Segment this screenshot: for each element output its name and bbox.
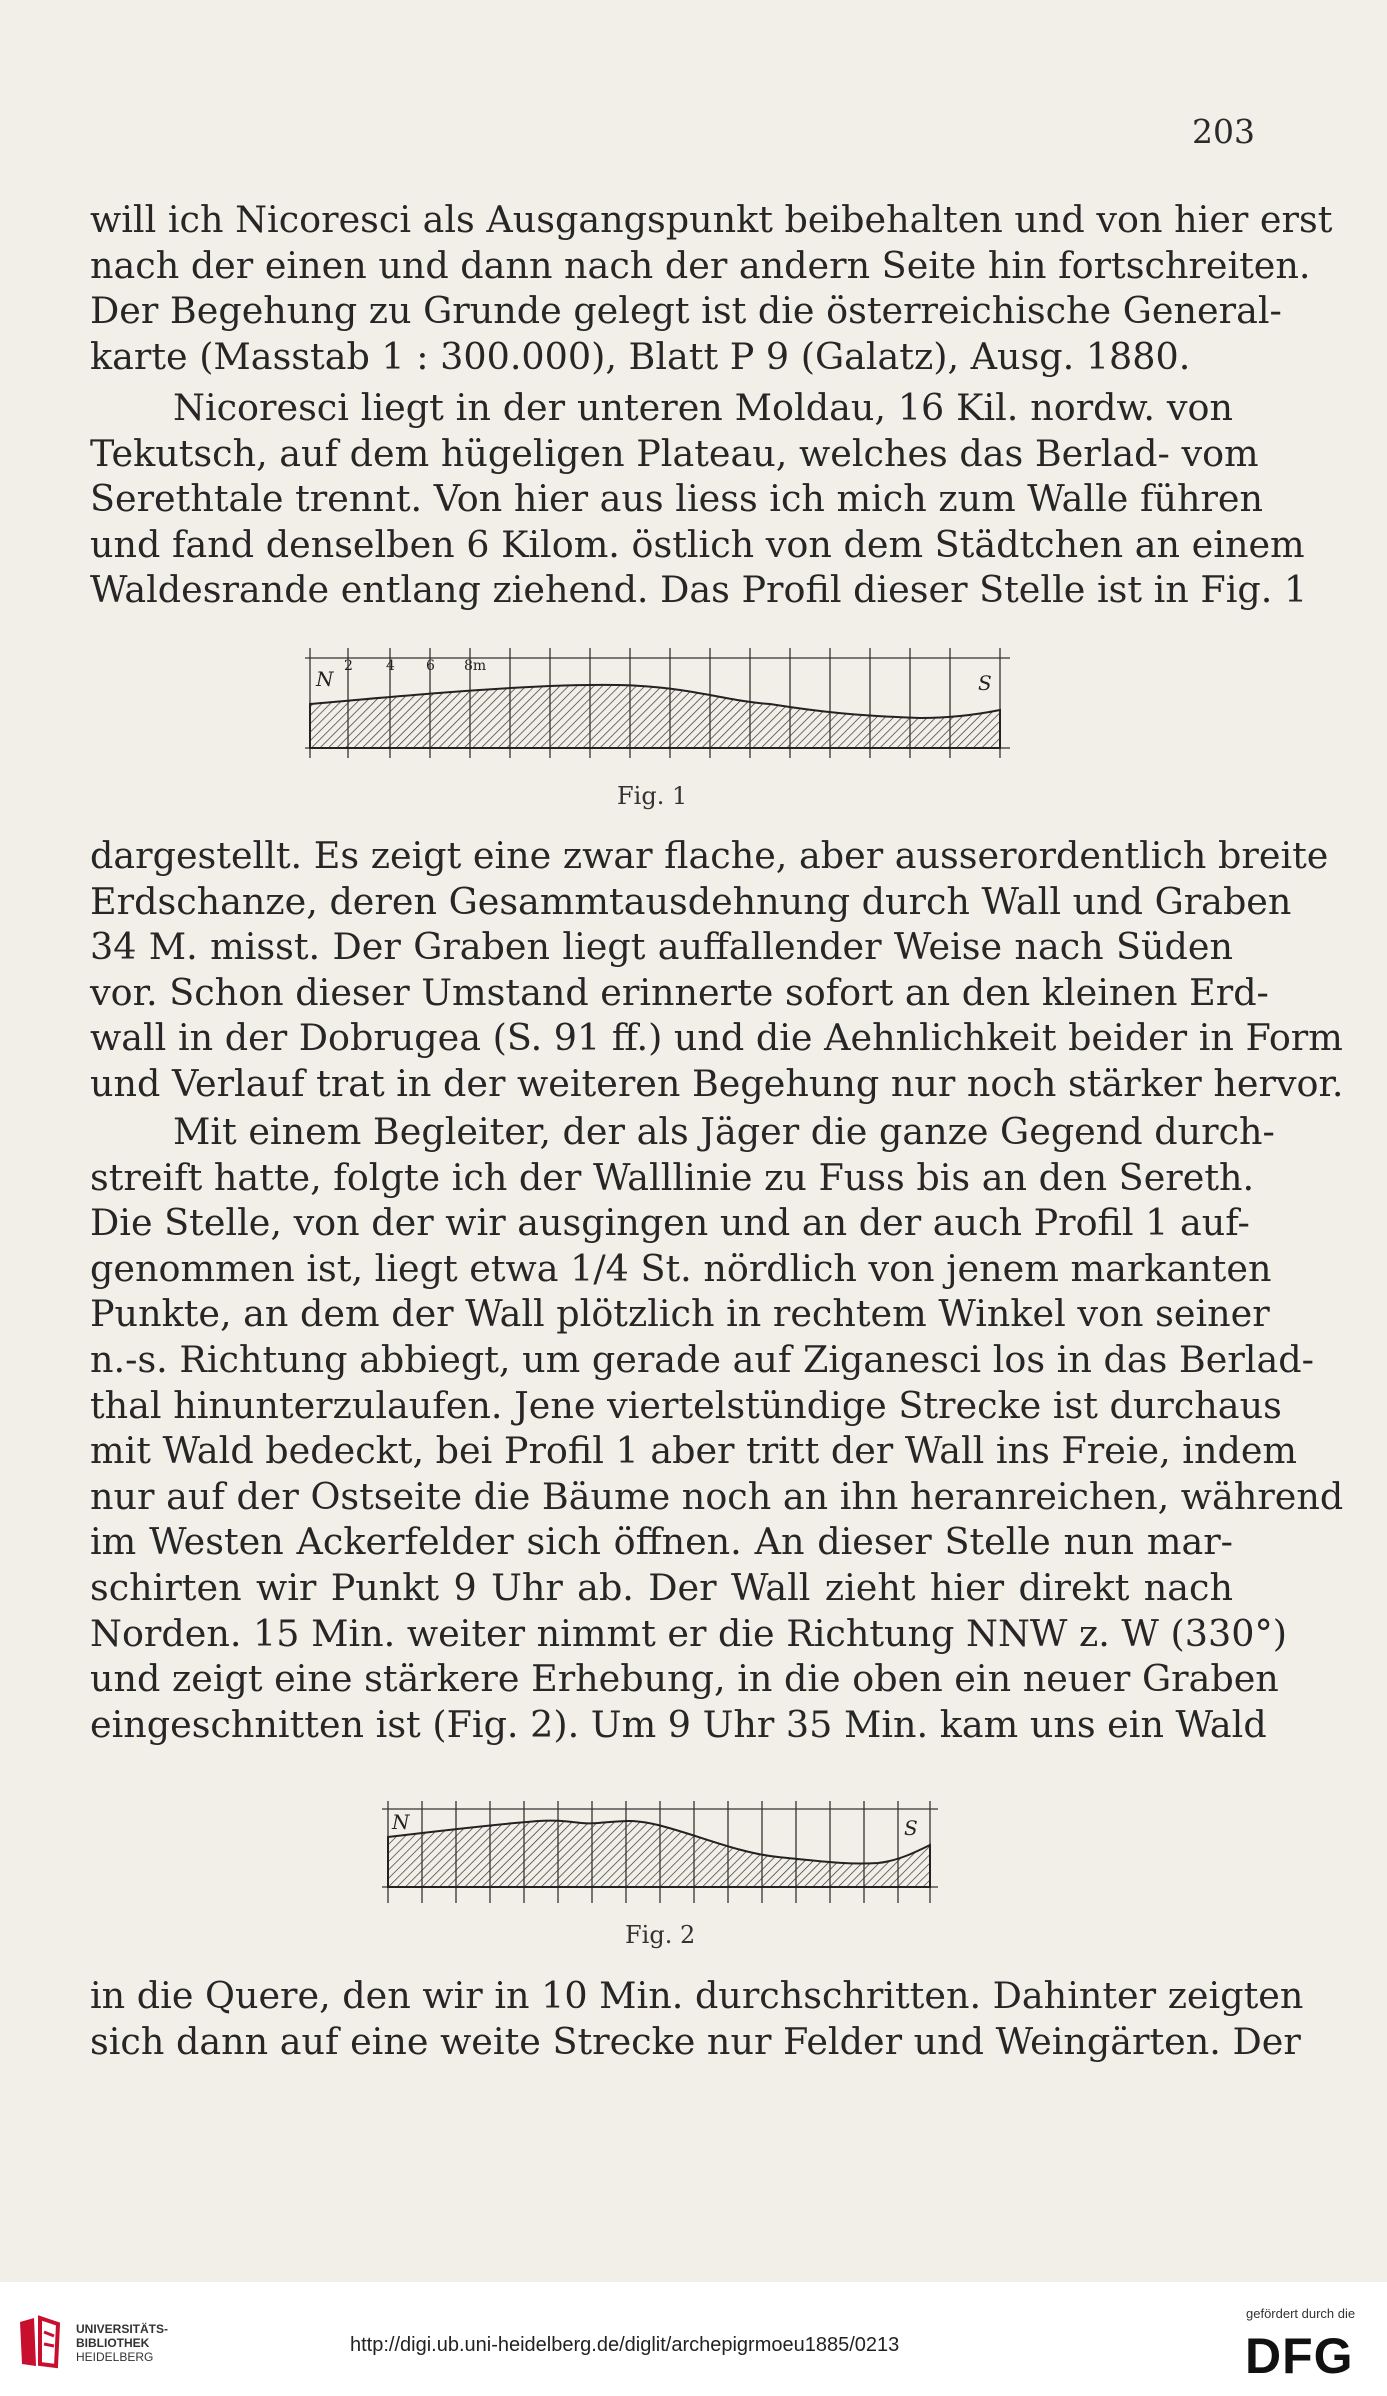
text-line: Waldesrande entlang ziehend. Das Profil dieser Stelle ist in Fig. 1 (90, 568, 1308, 612)
text-line: Erdschanze, deren Gesammtausdehnung durch Wall und Graben (90, 879, 1292, 923)
text-line: Tekutsch, auf dem hügeligen Plateau, welches das Berlad- vom (90, 431, 1259, 475)
figure-1-caption: Fig. 1 (617, 782, 688, 810)
paragraph-4 (90, 1109, 1344, 1747)
text-line: Der Begehung zu Grunde gelegt ist die österreichische General- (90, 289, 1282, 333)
library-name (76, 2322, 168, 2364)
text-line: n.-s. Richtung abbiegt, um gerade auf Ziganesci los in das Berlad- (90, 1337, 1314, 1381)
text-line: Mit einem Begleiter, der als Jäger die ganze Gegend durch- (173, 1110, 1275, 1153)
text-line: Serethtale trennt. Von hier aus liess ich mich zum Walle führen (90, 477, 1264, 521)
text-line: dargestellt. Es zeigt eine zwar flache, aber ausserordentlich breite (90, 834, 1329, 877)
text-line: nach der einen und dann nach der andern Seite hin fortschreiten. (90, 243, 1311, 287)
south-label: S (978, 671, 992, 695)
text-line: karte (Masstab 1 : 300.000), Blatt P 9 (Galatz), Ausg. 1880. (90, 334, 1191, 378)
text-line: und fand denselben 6 Kilom. östlich von dem Städtchen an einem (90, 522, 1305, 566)
paragraph-1 (90, 197, 1333, 379)
scale-label: 8m (464, 658, 487, 674)
text-line: eingeschnitten ist (Fig. 2). Um 9 Uhr 35 Min. kam uns ein Wald (90, 1702, 1267, 1746)
funding-note: gefördert durch die (1246, 2306, 1356, 2321)
text-line: thal hinunterzulaufen. Jene viertelstündige Strecke ist durchaus (90, 1383, 1282, 1427)
page-number: 203 (1192, 112, 1255, 151)
scale-label: 2 (344, 658, 353, 674)
paragraph-2 (90, 385, 1308, 613)
earthwork-profile (310, 685, 1000, 748)
figure-2-caption: Fig. 2 (625, 1921, 696, 1949)
text-line: schirten wir Punkt 9 Uhr ab. Der Wall zieht hier direkt nach (90, 1565, 1233, 1609)
scale-label: 6 (426, 658, 435, 674)
text-line: mit Wald bedeckt, bei Profil 1 aber tritt der Wall ins Freie, indem (90, 1429, 1298, 1473)
earthwork-profile (388, 1821, 930, 1887)
scale-label: 4 (386, 658, 395, 674)
text-line: streift hatte, folgte ich der Walllinie zu Fuss bis an den Sereth. (90, 1155, 1255, 1199)
text-line: und zeigt eine stärkere Erhebung, in die oben ein neuer Graben (90, 1657, 1279, 1701)
text-line: Die Stelle, von der wir ausgingen und an der auch Profil 1 auf- (90, 1201, 1250, 1245)
north-label: N (392, 1810, 410, 1834)
text-line: 34 M. misst. Der Graben liegt auffallender Weise nach Süden (90, 925, 1233, 969)
text-line: wall in der Dobrugea (S. 91 ff.) und die Aehnlichkeit beider in Form (90, 1016, 1343, 1060)
south-label: S (904, 1816, 918, 1840)
library-name-line: UNIVERSITÄTS- (76, 2322, 169, 2336)
north-label: N (316, 667, 334, 691)
permalink-url[interactable]: http://digi.ub.uni-heidelberg.de/diglit/archepigrmoeu1885/0213 (350, 2334, 900, 2356)
text-line: Punkte, an dem der Wall plötzlich in rechtem Winkel von seiner (90, 1292, 1270, 1336)
text-line: will ich Nicoresci als Ausgangspunkt beibehalten und von hier erst (90, 198, 1333, 241)
library-name-line: HEIDELBERG (76, 2350, 154, 2364)
text-line: vor. Schon dieser Umstand erinnerte sofort an den kleinen Erd- (90, 970, 1269, 1014)
profile-figure-1 (300, 640, 1022, 765)
paragraph-5 (90, 1973, 1304, 2064)
text-line: sich dann auf eine weite Strecke nur Felder und Weingärten. Der (90, 2019, 1301, 2063)
dfg-logo: DFG (1245, 2328, 1354, 2384)
footer-bar (0, 2282, 1387, 2396)
text-line: genommen ist, liegt etwa 1/4 St. nördlich von jenem markanten (90, 1246, 1272, 1290)
library-logo-icon (14, 2314, 68, 2370)
text-line: im Westen Ackerfelder sich öffnen. An dieser Stelle nun mar- (90, 1520, 1233, 1564)
profile-figure-2 (378, 1795, 948, 1913)
text-line: Norden. 15 Min. weiter nimmt er die Richtung NNW z. W (330°) (90, 1611, 1287, 1655)
text-line: in die Quere, den wir in 10 Min. durchschritten. Dahinter zeigten (90, 1974, 1304, 2017)
library-name-line: BIBLIOTHEK (76, 2336, 150, 2350)
text-line: nur auf der Ostseite die Bäume noch an ihn heranreichen, während (90, 1474, 1344, 1518)
text-line: Nicoresci liegt in der unteren Moldau, 16 Kil. nordw. von (173, 386, 1233, 429)
paragraph-3 (90, 833, 1344, 1107)
text-line: und Verlauf trat in der weiteren Begehung nur noch stärker hervor. (90, 1061, 1344, 1105)
